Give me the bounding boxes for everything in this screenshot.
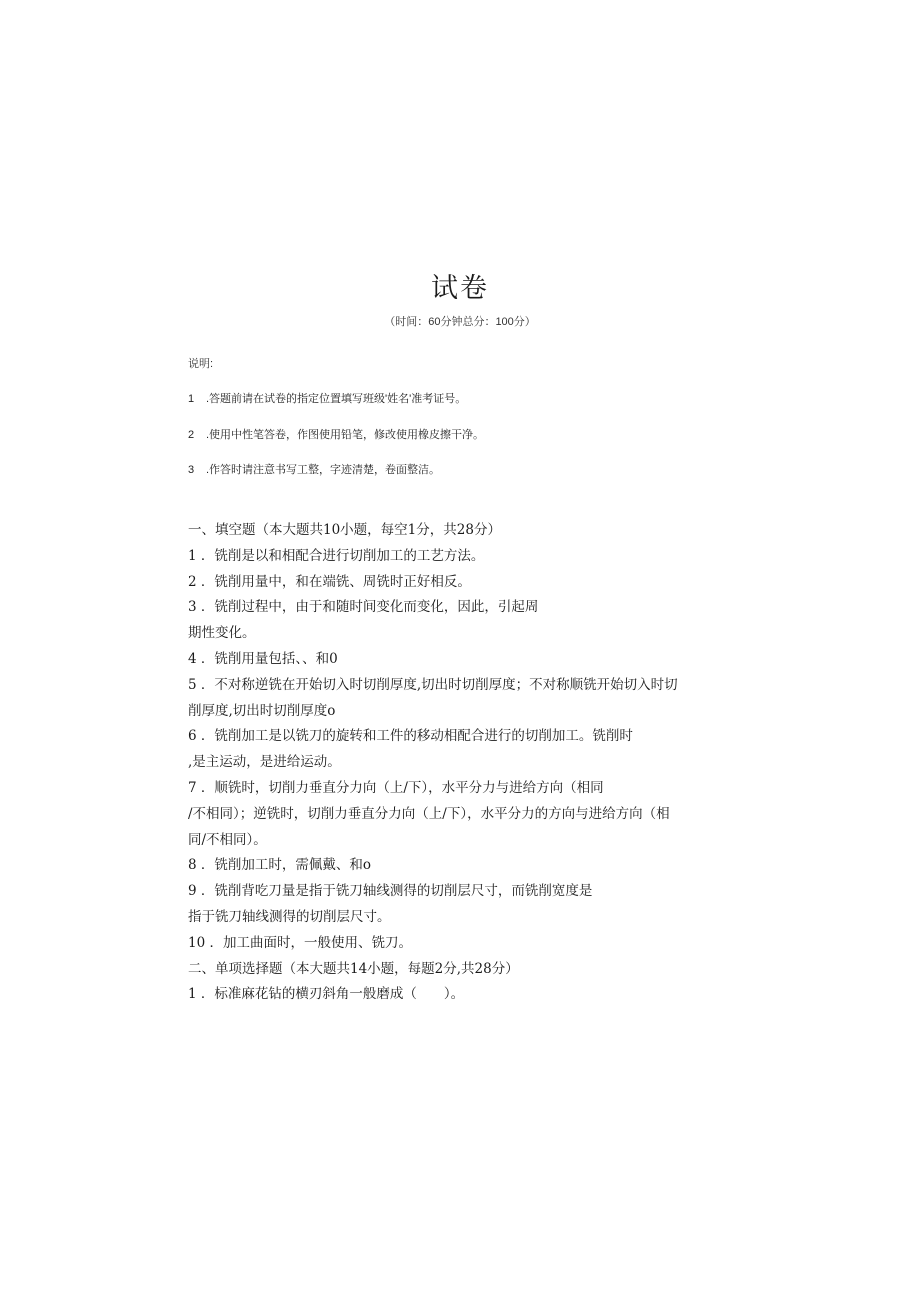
- question-line: 2 ．铣削用量中，和在端铣、周铣时正好相反。: [188, 573, 471, 590]
- exam-body: [188, 518, 748, 1008]
- exam-time-score: （时间：60分钟总分：100分）: [384, 316, 536, 328]
- question-line: 期性变化。: [188, 625, 256, 642]
- instruction-item: [188, 390, 466, 406]
- question-line: 5 ．不对称逆铣在开始切入时切削厚度,切出时切削厚度；不对称顺铣开始切入时切: [188, 676, 678, 693]
- question-line: 8 ．铣削加工时，需佩戴、和o: [188, 857, 372, 874]
- instruction-text: .作答时请注意书写工整，字迹清楚，卷面整洁。: [206, 464, 441, 476]
- instruction-item: [188, 426, 484, 442]
- question-line: 指于铣刀轴线测得的切削层尺寸。: [188, 908, 391, 925]
- question-line: 6 ．铣削加工是以铣刀的旋转和工件的移动相配合进行的切削加工。铣削时: [188, 728, 633, 745]
- question-line: 9 ．铣削背吃刀量是指于铣刀轴线测得的切削层尺寸，而铣削宽度是: [188, 883, 593, 900]
- instruction-number: 3: [188, 464, 195, 476]
- instruction-number: 2: [188, 429, 195, 441]
- instructions-label: 说明:: [188, 358, 214, 370]
- page-title: 试卷: [431, 273, 489, 304]
- question-line: 10 ．加工曲面时，一般使用、铣刀。: [188, 934, 412, 951]
- question-line: /不相同）；逆铣时，切削力垂直分力向（上/下），水平分力的方向与进给方向（相: [188, 805, 670, 822]
- instruction-text: .使用中性笔答卷，作图使用铅笔，修改使用橡皮擦干净。: [206, 429, 485, 441]
- instruction-number: 1: [188, 393, 195, 405]
- question-line: 1 ．铣削是以和相配合进行切削加工的工艺方法。: [188, 547, 485, 564]
- question-line: 7 ．顺铣时，切削力垂直分力向（上/下），水平分力与进给方向（相同: [188, 779, 604, 796]
- question-line: ,是主运动，是进给运动。: [188, 754, 341, 771]
- question-line: 削厚度,切出时切削厚度o: [188, 702, 336, 719]
- instruction-text: .答题前请在试卷的指定位置填写班级'姓名'准考证号。: [206, 393, 467, 405]
- instruction-item: [188, 461, 440, 477]
- question-line: 同/不相同）。: [188, 831, 267, 848]
- section-heading-fill-blank: 一、填空题（本大题共10小题，每空1分，共28分）: [188, 522, 501, 538]
- question-line: 1 ．标准麻花钻的横刃斜角一般磨成（ ）。: [188, 986, 465, 1003]
- section-heading-single-choice: 二、单项选择题（本大题共14小题，每题2分,共28分）: [188, 960, 519, 977]
- question-line: 3 ．铣削过程中，由于和随时间变化而变化，因此，引起周: [188, 599, 539, 616]
- question-line: 4 ．铣削用量包括、、和0: [188, 650, 338, 667]
